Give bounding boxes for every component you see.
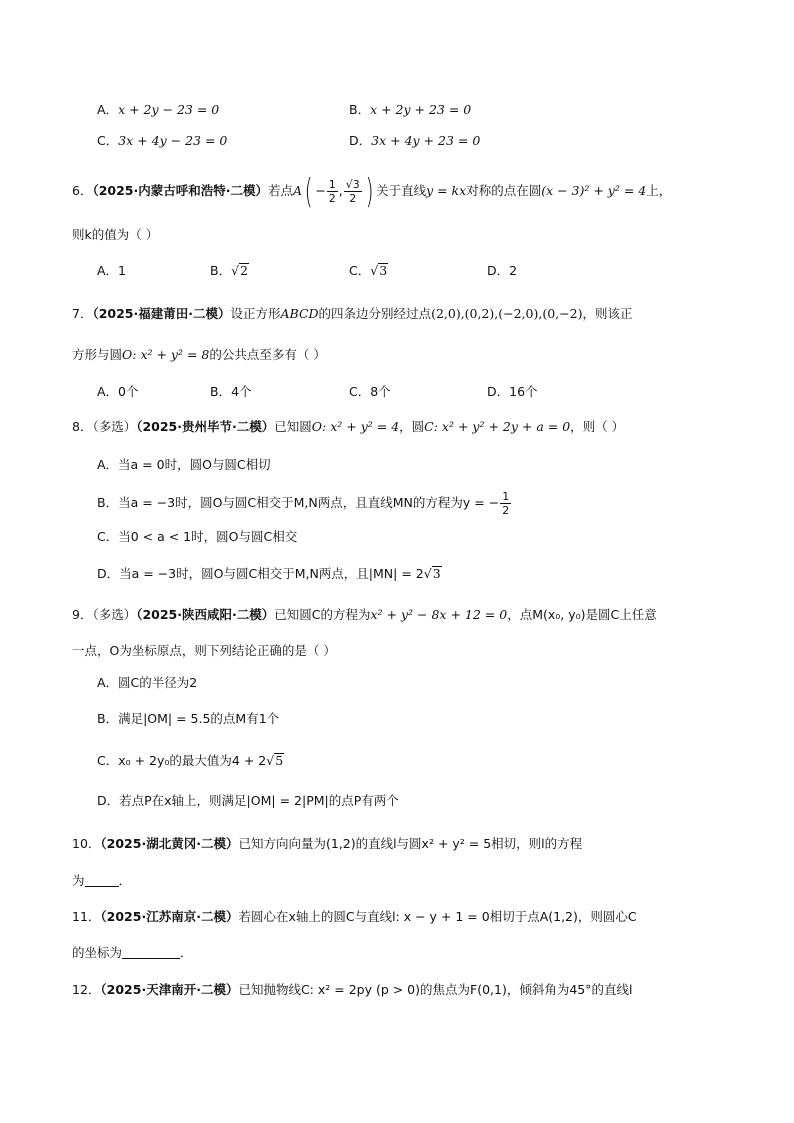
q7-option-d: D．16个 (487, 384, 538, 399)
q8-option-d: D．当a = −3时，圆O与圆C相交于M,N两点，且|MN| = 2√3 (97, 566, 441, 581)
q11-answer-blank[interactable] (122, 945, 180, 959)
q9-option-c: C．x₀ + 2y₀的最大值为4 + 2√5 (97, 753, 284, 768)
q9-option-a: A．圆C的半径为2 (97, 675, 198, 690)
q8-option-a: A．当a = 0时，圆O与圆C相切 (97, 457, 271, 472)
q6-option-b: B．√2 (210, 263, 248, 278)
q6-source: （2025·内蒙古呼和浩特·二模） (92, 183, 268, 198)
q5-option-c-expr: 3x + 4y − 23 = 0 (118, 133, 228, 148)
q8-option-b: B．当a = −3时，圆O与圆C相交于M,N两点，且直线MN的方程为y = − $\frac{1}{2}$ (97, 490, 510, 517)
q7-option-c: C．8个 (349, 384, 391, 399)
q6-frac-1: $\frac{1}{2}$ (328, 178, 336, 205)
q5-option-b: B．x + 2y + 23 = 0 (349, 102, 472, 117)
q6-option-c: C．√3 (349, 263, 388, 278)
q9-stem: 9．（多选）（2025·陕西咸阳·二模）已知圆C的方程为x² + y² − 8x + 12 = 0，点M(x₀, y₀)是圆C上任意 (72, 607, 657, 622)
q7-stem: 7．（2025·福建莆田·二模）设正方形ABCD的四条边分别经过点(2,0),(0,2),(−2,0),(0,−2)，则该正 (72, 306, 633, 321)
q6-frac-2: $\frac{√3}{2}$ (345, 178, 360, 205)
q6-option-d: D．2 (487, 263, 518, 278)
q8-option-c: C．当0 < a < 1时，圆O与圆C相交 (97, 529, 298, 544)
q6-stem: 6．（2025·内蒙古呼和浩特·二模）若点A( − $\frac{1}{2}$ , $\frac{√3}{2}$ ) 关于直线y = kx对称的点在圆(x − 3)² + y² = 4上， (72, 171, 672, 212)
q8-stem: 8．（多选）（2025·贵州毕节·二模）已知圆O: x² + y² = 4，圆C: x² + y² + 2y + a = 0，则（ ） (72, 419, 625, 434)
q6-option-a: A．1 (97, 263, 127, 278)
q9-stem-line2: 一点，O为坐标原点，则下列结论正确的是（ ） (72, 643, 336, 658)
q10-stem: 10．（2025·湖北黄冈·二模）已知方向向量为(1,2)的直线l与圆x² + y² = 5相切，则l的方程 (72, 836, 583, 851)
q7-option-b: B．4个 (210, 384, 252, 399)
q10-stem-line2: 为 ． (72, 873, 132, 888)
q11-stem-line2: 的坐标为 ． (72, 945, 193, 960)
q11-stem: 11．（2025·江苏南京·二模）若圆心在x轴上的圆C与直线l: x − y + 1 = 0相切于点A(1,2)，则圆心C (72, 909, 637, 924)
q5-option-b-expr: x + 2y + 23 = 0 (370, 102, 472, 117)
q5-option-d-expr: 3x + 4y + 23 = 0 (371, 133, 481, 148)
q9-option-d: D．若点P在x轴上，则满足|OM| = 2|PM|的点P有两个 (97, 793, 399, 808)
q5-option-a-expr: x + 2y − 23 = 0 (118, 102, 220, 117)
q10-answer-blank[interactable] (85, 873, 119, 887)
q12-stem: 12．（2025·天津南开·二模）已知抛物线C: x² = 2py (p > 0)的焦点为F(0,1)，倾斜角为45°的直线l (72, 982, 633, 997)
q6-stem-line2: 则k的值为（ ） (72, 227, 159, 242)
q5-option-d: D．3x + 4y + 23 = 0 (349, 133, 481, 148)
q9-option-b: B．满足|OM| = 5.5的点M有1个 (97, 711, 280, 726)
q7-stem-line2: 方形与圆O: x² + y² = 8的公共点至多有（ ） (72, 347, 326, 362)
q7-option-a: A．0个 (97, 384, 139, 399)
q5-option-a: A．x + 2y − 23 = 0 (97, 102, 220, 117)
q5-option-c: C．3x + 4y − 23 = 0 (97, 133, 228, 148)
